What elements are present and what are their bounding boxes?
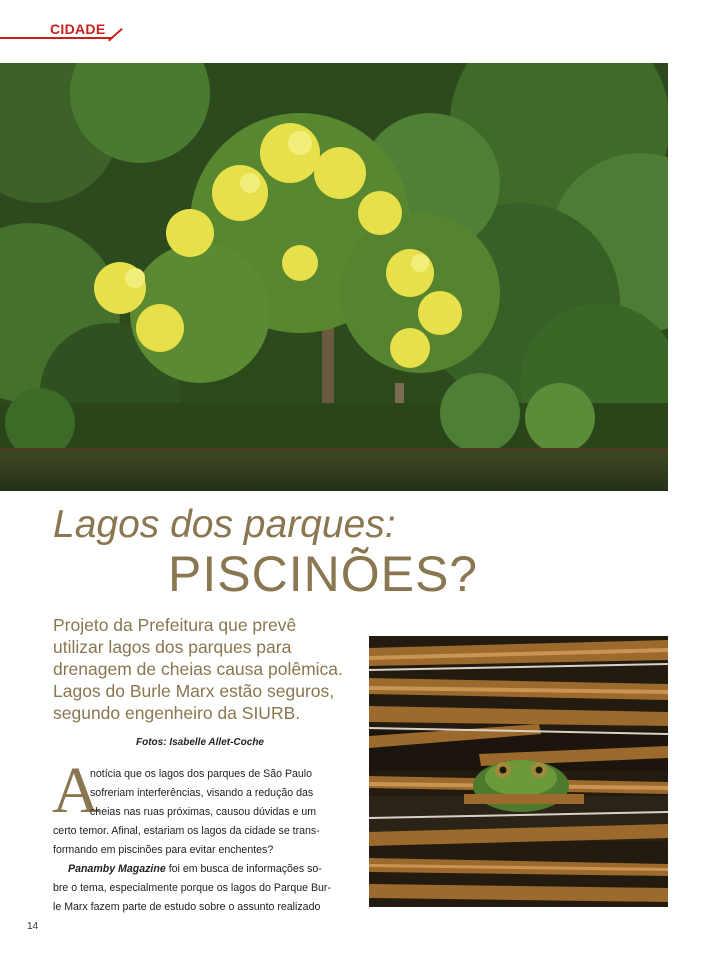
section-rule [0,37,112,39]
hero-photo-forest-lake [0,63,668,491]
section-tag [0,18,130,40]
dek-line: utilizar lagos dos parques para [53,637,292,657]
body-line [68,862,322,876]
dek-line: segundo engenheiro da SIURB. [53,703,301,723]
page-number: 14 [27,921,39,932]
photo-credit: Fotos: Isabelle Allet-Coche [136,737,264,748]
magazine-name: Panamby Magazine [68,863,166,875]
body-line: le Marx fazem parte de estudo sobre o assunto realizado [53,901,321,913]
headline-line-2: PISCINÕES? [168,546,479,602]
body-line: sofreriam interferências, visando a redução das [90,787,314,799]
dek-line: Lagos do Burle Marx estão seguros, [53,681,335,701]
drop-cap: A [52,754,100,827]
dek [53,614,363,724]
headline-line-1: Lagos dos parques: [53,503,396,546]
body-line: certo temor. Afinal, estariam os lagos da cidade se trans- [53,825,320,837]
section-label: CIDADE [50,21,106,37]
body-line-text: foi em busca de informações so- [168,863,322,875]
section-rule-slash [108,28,123,42]
body-line: bre o tema, especialmente porque os lagos do Parque Bur- [53,882,331,894]
body-line: notícia que os lagos dos parques de São Paulo [90,768,313,780]
dek-line: Projeto da Prefeitura que prevê [53,615,297,635]
body-line: formando em piscinões para evitar enchentes? [53,844,274,856]
dek-line: drenagem de cheias causa polêmica. [53,659,343,679]
body-line: cheias nas ruas próximas, causou dúvidas e um [90,806,317,818]
frog-photo [369,636,668,907]
